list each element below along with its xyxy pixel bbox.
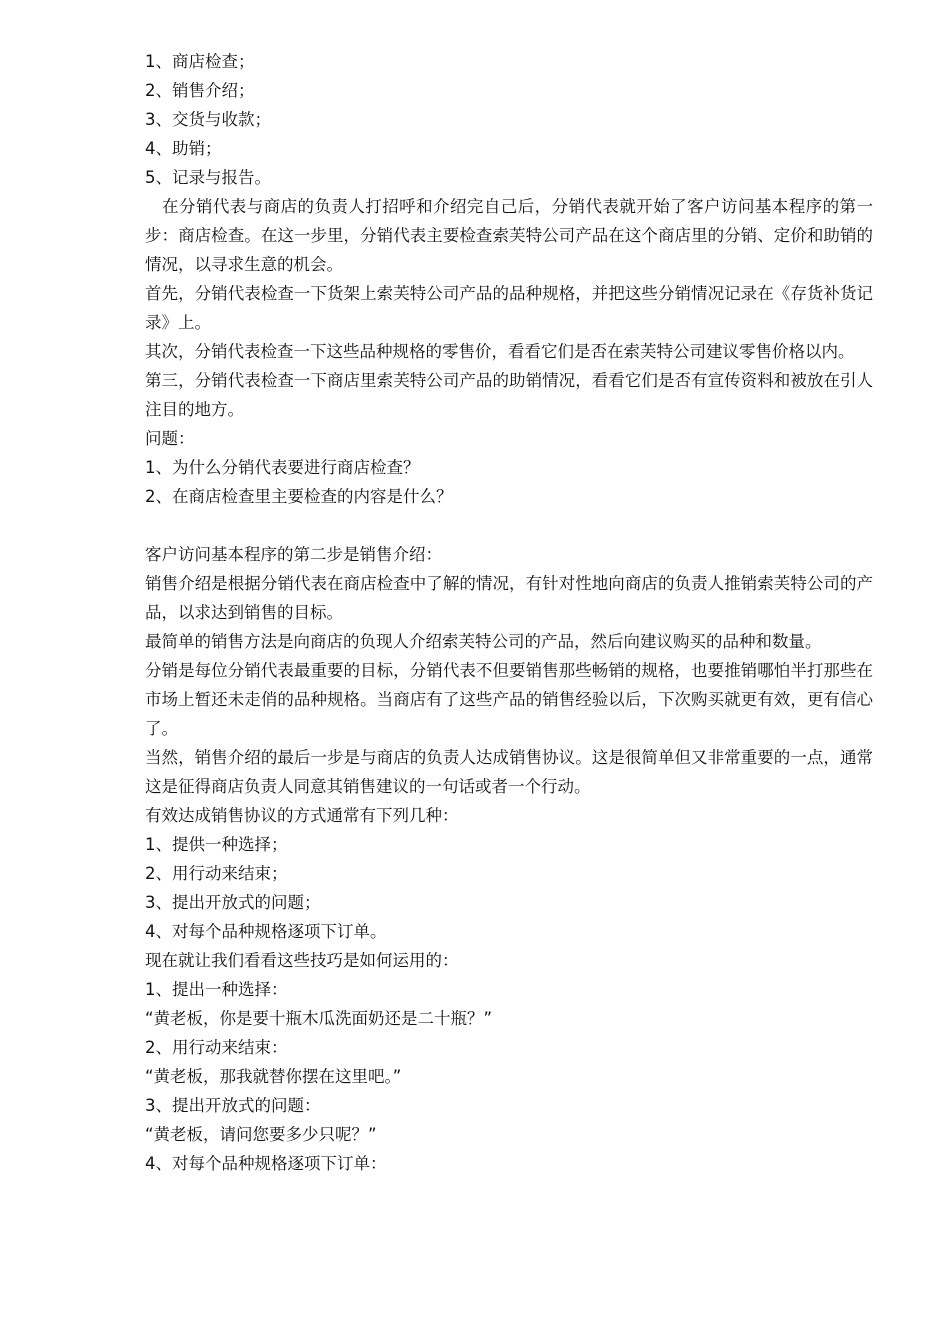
steps-list-item: 5、记录与报告。	[145, 168, 271, 187]
steps-list-item: 1、商店检查；	[145, 52, 255, 71]
question-item: 2、在商店检查里主要检查的内容是什么？	[145, 487, 453, 506]
steps-list-item: 2、销售介绍；	[145, 81, 255, 100]
blank-line	[145, 511, 873, 540]
sales-definition-paragraph: 销售介绍是根据分销代表在商店检查中了解的情况，有针对性地向商店的负责人推销索芙特公司的产品，以求达到销售的目标。	[145, 574, 873, 622]
example-quote: “黄老板，那我就替你摆在这里吧。”	[145, 1067, 402, 1086]
simplest-method-paragraph: 最简单的销售方法是向商店的负现人介绍索芙特公司的产品，然后向建议购买的品种和数量。	[145, 632, 822, 651]
questions-label: 问题：	[145, 429, 195, 448]
steps-list-item: 3、交货与收款；	[145, 110, 271, 129]
steps-list-item: 4、助销；	[145, 139, 222, 158]
method-item: 1、提供一种选择；	[145, 835, 288, 854]
check-second-paragraph: 其次，分销代表检查一下这些品种规格的零售价，看看它们是否在索芙特公司建议零售价格以内。	[145, 342, 855, 361]
question-item: 1、为什么分销代表要进行商店检查？	[145, 458, 420, 477]
methods-heading: 有效达成销售协议的方式通常有下列几种：	[145, 806, 459, 825]
distribution-goal-paragraph: 分销是每位分销代表最重要的目标，分销代表不但要销售那些畅销的规格，也要推销哪怕半打那些在市场上暂还未走俏的品种规格。当商店有了这些产品的销售经验以后，下次购买就更有效，更有信心了。	[145, 661, 873, 738]
example-label: 2、用行动来结束：	[145, 1038, 288, 1057]
example-quote: “黄老板，你是要十瓶木瓜洗面奶还是二十瓶？”	[145, 1009, 493, 1028]
document-body	[145, 47, 873, 1178]
intro-paragraph: 在分销代表与商店的负责人打招呼和介绍完自己后，分销代表就开始了客户访问基本程序的第一步：商店检查。在这一步里，分销代表主要检查索芙特公司产品在这个商店里的分销、定价和助销的情况，以寻求生意的机会。	[145, 197, 873, 274]
examples-heading: 现在就让我们看看这些技巧是如何运用的：	[145, 951, 459, 970]
method-item: 3、提出开放式的问题；	[145, 893, 321, 912]
example-quote: “黄老板，请问您要多少只呢？”	[145, 1125, 377, 1144]
example-label: 4、对每个品种规格逐项下订单：	[145, 1154, 387, 1173]
agreement-paragraph: 当然，销售介绍的最后一步是与商店的负责人达成销售协议。这是很简单但又非常重要的一点，通常这是征得商店负责人同意其销售建议的一句话或者一个行动。	[145, 748, 873, 796]
check-first-paragraph: 首先，分销代表检查一下货架上索芙特公司产品的品种规格，并把这些分销情况记录在《存货补货记录》上。	[145, 284, 873, 332]
example-label: 1、提出一种选择：	[145, 980, 288, 999]
method-item: 4、对每个品种规格逐项下订单。	[145, 922, 387, 941]
example-label: 3、提出开放式的问题：	[145, 1096, 321, 1115]
step-two-heading: 客户访问基本程序的第二步是销售介绍：	[145, 545, 442, 564]
check-third-paragraph: 第三，分销代表检查一下商店里索芙特公司产品的助销情况，看看它们是否有宣传资料和被放在引人注目的地方。	[145, 371, 873, 419]
method-item: 2、用行动来结束；	[145, 864, 288, 883]
